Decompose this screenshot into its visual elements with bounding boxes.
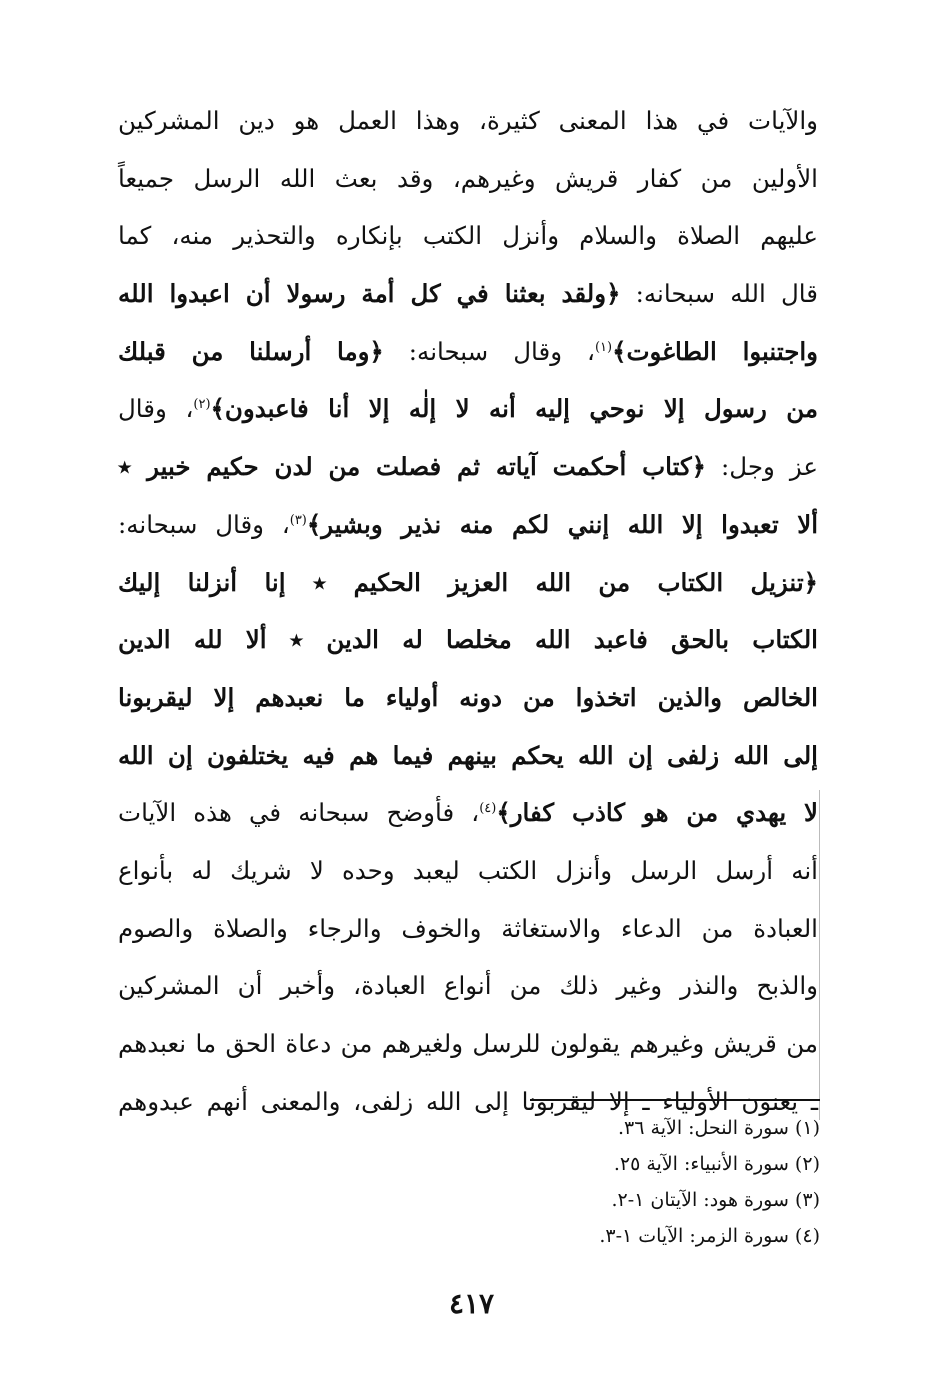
quran-verse-text: ألا تعبدوا إلا الله إنني لكم منه نذير وبشير﴾ bbox=[306, 509, 818, 539]
text-line bbox=[118, 727, 818, 785]
text-line bbox=[118, 611, 818, 669]
quran-verse-text: ﴿وما أرسلنا من قبلك bbox=[118, 336, 384, 366]
text-line bbox=[118, 438, 818, 496]
text-run: العبادة من الدعاء والاستغاثة والخوف والرجاء والصلاة والصوم bbox=[118, 913, 818, 943]
text-run: من قريش وغيرهم يقولون للرسل ولغيرهم من دعاة الحق ما نعبدهم bbox=[118, 1029, 818, 1058]
footnote-marker: (٤) bbox=[479, 801, 497, 817]
footnote-marker: (٢) bbox=[193, 397, 211, 413]
text-run: ، وقال bbox=[118, 394, 194, 424]
text-line bbox=[118, 323, 818, 381]
quran-verse-text: واجتنبوا الطاغوت﴾ bbox=[612, 336, 818, 366]
footnote-separator bbox=[530, 1099, 820, 1101]
text-run: عليهم الصلاة والسلام وأنزل الكتب بإنكاره والتحذير منه، كما bbox=[118, 221, 818, 251]
text-run: أنه أرسل الرسل وأنزل الكتب ليعبد وحده لا شريك له بأنواع bbox=[118, 855, 818, 885]
text-run: والآيات في هذا المعنى كثيرة، وهذا العمل هو دين المشركين bbox=[118, 106, 818, 135]
quran-verse-text: ﴿ولقد بعثنا في كل أمة رسولا أن اعبدوا الله bbox=[118, 279, 621, 309]
quran-verse-text: من رسول إلا نوحي إليه أنه لا إلٰه إلا أنا فاعبدون﴾ bbox=[210, 394, 818, 424]
footnote-2: (٢) سورة الأنبياء: الآية ٢٥. bbox=[613, 1153, 820, 1175]
text-line bbox=[118, 92, 818, 150]
main-text-block bbox=[118, 92, 818, 1130]
text-line bbox=[118, 1015, 818, 1073]
text-line bbox=[118, 207, 818, 265]
text-line bbox=[118, 496, 818, 554]
text-run: ـ يعنون الأولياء ـ إلا ليقربونا إلى الله زلفى، والمعنى أنهم عبدوهم bbox=[118, 1086, 818, 1116]
text-line bbox=[118, 842, 818, 900]
text-line bbox=[118, 150, 818, 208]
footnote-3: (٣) سورة هود: الآيتان ١-٢. bbox=[611, 1189, 820, 1211]
footnote-4: (٤) سورة الزمر: الآيات ١-٣. bbox=[599, 1225, 820, 1247]
text-line bbox=[118, 669, 818, 727]
text-run: قال الله سبحانه: bbox=[620, 279, 818, 309]
text-line bbox=[118, 380, 818, 438]
text-line bbox=[118, 957, 818, 1015]
margin-scan-line bbox=[819, 790, 820, 1120]
text-run: ، وقال سبحانه: bbox=[118, 509, 290, 539]
footnote-marker: (١) bbox=[594, 339, 613, 355]
quran-verse-text: الكتاب بالحق فاعبد الله مخلصا له الدين ٭ ألا لله الدين bbox=[118, 625, 818, 655]
text-run: عز وجل: bbox=[706, 452, 818, 482]
text-run: ، وقال سبحانه: bbox=[383, 336, 595, 366]
text-line bbox=[118, 900, 818, 958]
page-number: ٤١٧ bbox=[448, 1287, 495, 1320]
text-line bbox=[118, 554, 818, 612]
text-line bbox=[118, 784, 818, 842]
text-run: ، فأوضح سبحانه في هذه الآيات bbox=[118, 798, 480, 828]
quran-verse-text: لا يهدي من هو كاذب كفار﴾ bbox=[496, 798, 818, 828]
text-line bbox=[118, 265, 818, 323]
text-run: الأولين من كفار قريش وغيرهم، وقد بعث الله الرسل جميعاً bbox=[118, 163, 818, 193]
text-run: والذبح والنذر وغير ذلك من أنواع العبادة، وأخبر أن المشركين bbox=[118, 971, 818, 1001]
quran-verse-text: الخالص والذين اتخذوا من دونه أولياء ما نعبدهم إلا ليقربونا bbox=[118, 682, 818, 712]
footnote-marker: (٣) bbox=[289, 512, 307, 528]
quran-verse-text: إلى الله زلفى إن الله يحكم بينهم فيما هم فيه يختلفون إن الله bbox=[118, 740, 818, 770]
quran-verse-text: ﴿تنزيل الكتاب من الله العزيز الحكيم ٭ إنا أنزلنا إليك bbox=[118, 567, 818, 597]
footnote-1: (١) سورة النحل: الآية ٣٦. bbox=[618, 1117, 820, 1139]
quran-verse-text: ﴿كتاب أحكمت آياته ثم فصلت من لدن حكيم خبير ٭ bbox=[118, 452, 707, 482]
footnotes-block bbox=[300, 1110, 820, 1254]
